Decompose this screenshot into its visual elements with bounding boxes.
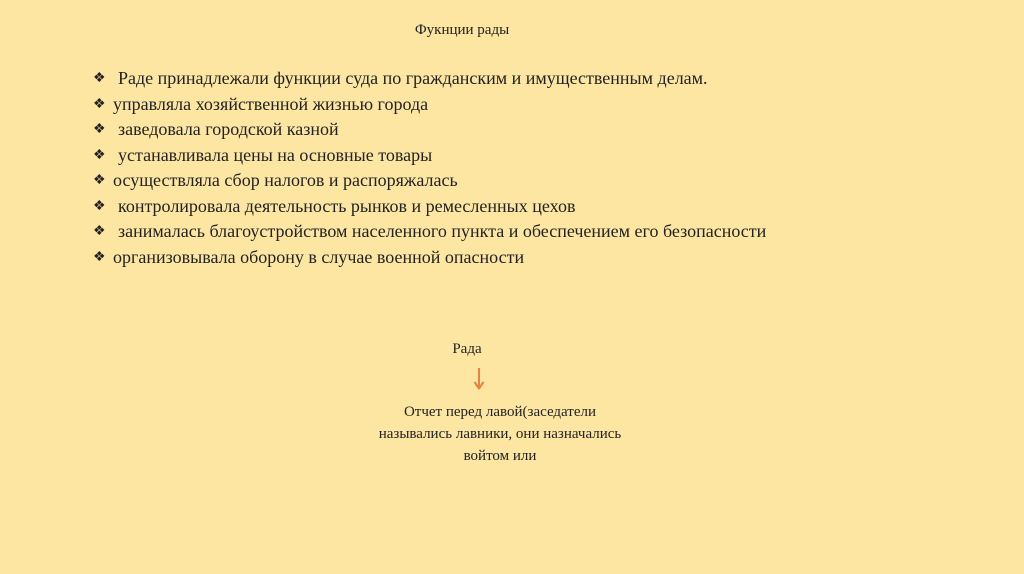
report-line: войтом или	[463, 448, 537, 464]
function-list	[93, 66, 831, 270]
list-item-text: организовывала оборону в случае военной опасности	[113, 246, 525, 267]
diamond-bullet-icon: ❖	[93, 173, 106, 188]
diamond-bullet-icon: ❖	[93, 96, 106, 112]
list-item	[93, 117, 831, 143]
list-item-text: устанавливала цены на основные товары	[118, 144, 433, 165]
list-item	[93, 194, 831, 220]
list-item	[93, 92, 831, 118]
arrow-down-icon	[473, 367, 485, 391]
list-item-text: контролировала деятельность рынков и ремесленных цехов	[118, 195, 576, 216]
diamond-bullet-icon: ❖	[93, 224, 106, 239]
diamond-bullet-icon: ❖	[93, 122, 106, 137]
diamond-bullet-icon: ❖	[93, 249, 106, 265]
report-line: Отчет перед лавой(заседатели	[403, 404, 597, 420]
diamond-bullet-icon: ❖	[93, 71, 106, 86]
list-item-text: заведовала городской казной	[118, 119, 339, 139]
list-item	[93, 219, 831, 245]
list-item-text: осуществляла сбор налогов и распоряжалась	[113, 170, 458, 190]
list-item-text: занималась благоустройством населенного пункта и обеспечением его безопасности	[118, 221, 767, 241]
list-item	[93, 245, 831, 271]
rada-label	[0, 341, 1024, 358]
report-line: назывались лавники, они назначались	[378, 426, 622, 442]
list-item-text: управляла хозяйственной жизнью города	[113, 93, 429, 114]
slide-title-text: Фукнции рады	[414, 22, 510, 38]
diamond-bullet-icon: ❖	[93, 147, 106, 163]
rada-label-text: Рада	[452, 341, 482, 357]
slide-title	[0, 22, 1024, 39]
diamond-bullet-icon: ❖	[93, 198, 106, 214]
report-text	[330, 401, 670, 467]
list-item	[93, 168, 831, 194]
list-item-text: Раде принадлежали функции суда по гражданским и имущественным делам.	[118, 68, 708, 88]
list-item	[93, 66, 831, 92]
list-item	[93, 143, 831, 169]
